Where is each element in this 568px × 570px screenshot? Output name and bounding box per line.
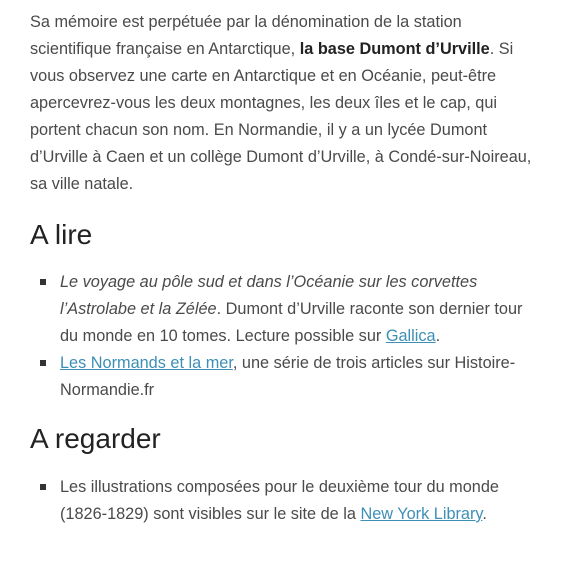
list-item <box>30 474 540 528</box>
new-york-library-link[interactable]: New York Library <box>360 505 483 523</box>
list-item <box>30 350 540 404</box>
gallica-link[interactable]: Gallica <box>385 327 436 345</box>
list-item-text: , une série de trois articles sur Histoire-Normandie.fr <box>60 354 516 399</box>
list-item-end: . <box>435 327 441 345</box>
intro-text-after: . Si vous observez une carte en Antarctique et en Océanie, peut-être apercevrez-vous les deux montagnes, les deux îles et le cap, qui portent chacun son nom. En Normandie, il y a un lycée Dumont d’Urville à Caen et un collège Dumont d’Urville, à Condé-sur-Noireau, sa ville natale. <box>30 40 532 193</box>
intro-text-before: Sa mémoire est perpétuée par la dénomination de la station scientifique française en Antarctique, <box>30 13 462 58</box>
list-item-text: Les illustrations composées pour le deuxième tour du monde (1826-1829) sont visibles sur le site de la <box>60 478 499 523</box>
square-bullet-icon <box>40 484 46 490</box>
list-item <box>30 269 540 350</box>
normands-mer-link[interactable]: Les Normands et la mer <box>60 354 233 372</box>
list-item-text: . Dumont d’Urville raconte son dernier tour du monde en 10 tomes. Lecture possible sur <box>60 300 523 345</box>
list-item-end: . <box>482 505 487 523</box>
intro-paragraph <box>30 9 540 198</box>
list-a-lire <box>30 269 540 404</box>
heading-a-regarder: A regarder <box>30 423 161 454</box>
article-content <box>30 9 540 528</box>
square-bullet-icon <box>40 360 46 366</box>
list-a-regarder <box>30 474 540 528</box>
square-bullet-icon <box>40 279 46 285</box>
heading-a-lire: A lire <box>30 219 93 250</box>
book-title: Le voyage au pôle sud et dans l’Océanie sur les corvettes l’Astrolabe et la Zélée <box>60 273 478 318</box>
intro-bold-station: la base Dumont d’Urville <box>299 40 490 58</box>
